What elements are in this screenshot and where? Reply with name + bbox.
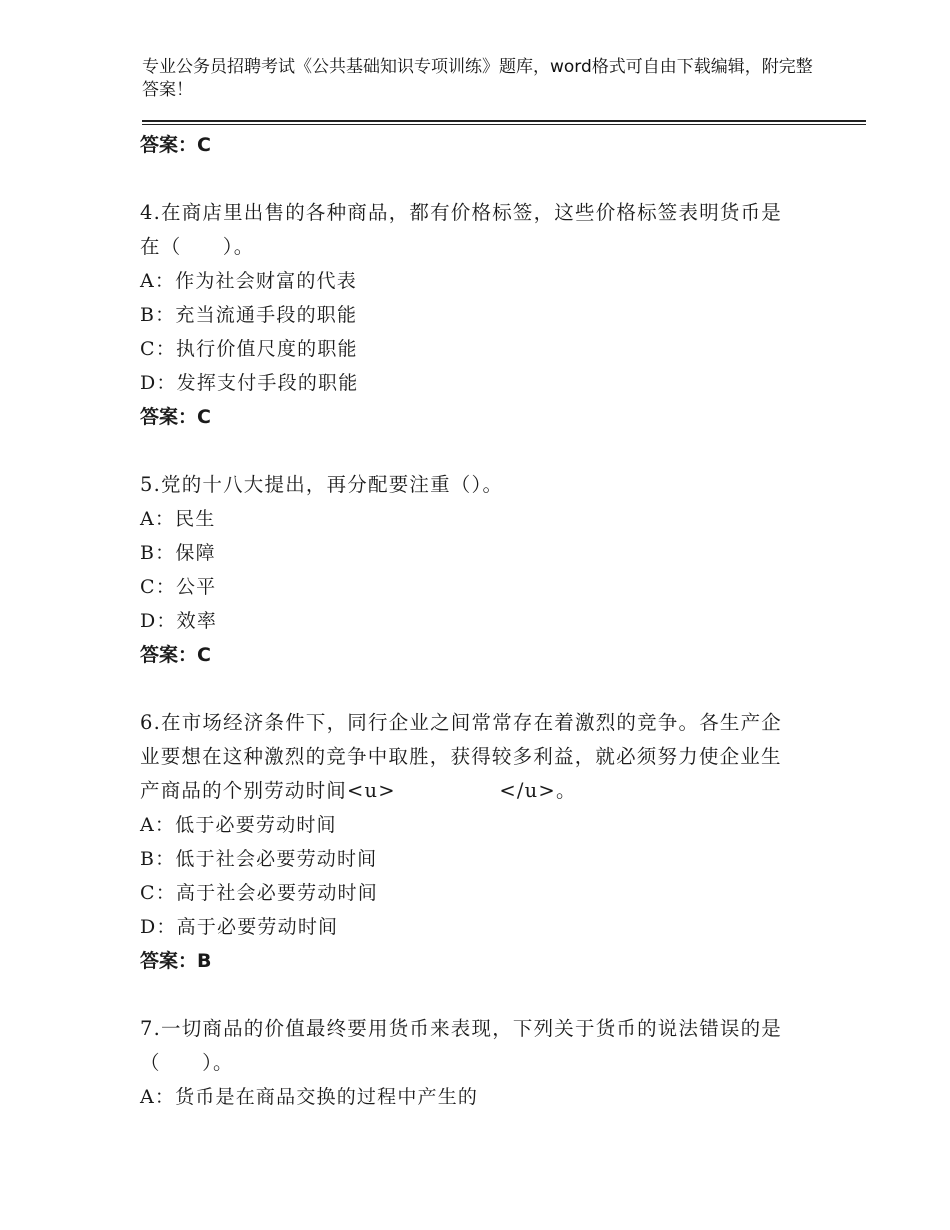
- spacer: [140, 672, 800, 706]
- spacer: [140, 162, 800, 196]
- answer: 答案：C: [140, 406, 211, 428]
- question-stem: 5.党的十八大提出，再分配要注重（）。: [140, 473, 504, 496]
- spacer: [140, 434, 800, 468]
- option-c: C：公平: [140, 576, 217, 598]
- answer: 答案：B: [140, 950, 212, 972]
- question-7: [140, 1012, 800, 1114]
- option-d: D：高于必要劳动时间: [140, 916, 339, 938]
- question-stem: 6.在市场经济条件下，同行企业之间常常存在着激烈的竞争。各生产企业要想在这种激烈的竞争中取胜，获得较多利益，就必须努力使企业生产商品的个别劳动时间<u> </u>。: [140, 711, 783, 802]
- header-rule-thick: [142, 120, 866, 122]
- option-b: B：充当流通手段的职能: [140, 304, 358, 326]
- option-a: A：低于必要劳动时间: [140, 814, 337, 836]
- spacer: [140, 978, 800, 1012]
- question-6: [140, 706, 800, 978]
- question-stem: 7.一切商品的价值最终要用货币来表现，下列关于货币的说法错误的是（ ）。: [140, 1017, 783, 1074]
- question-4: [140, 196, 800, 434]
- option-c: C：高于社会必要劳动时间: [140, 882, 378, 904]
- option-b: B：低于社会必要劳动时间: [140, 848, 378, 870]
- option-d: D：效率: [140, 610, 218, 632]
- document-header: 专业公务员招聘考试《公共基础知识专项训练》题库，word格式可自由下载编辑，附完整答案！: [142, 57, 813, 100]
- option-a: A：货币是在商品交换的过程中产生的: [140, 1086, 479, 1108]
- previous-answer: 答案：C: [140, 134, 211, 156]
- question-list: [140, 128, 800, 1114]
- option-a: A：作为社会财富的代表: [140, 270, 357, 292]
- option-a: A：民生: [140, 508, 216, 530]
- question-stem: 4.在商店里出售的各种商品，都有价格标签，这些价格标签表明货币是在（ ）。: [140, 201, 783, 258]
- option-d: D：发挥支付手段的职能: [140, 372, 359, 394]
- option-b: B：保障: [140, 542, 216, 564]
- answer: 答案：C: [140, 644, 211, 666]
- header-rule-thin: [142, 124, 866, 125]
- question-5: [140, 468, 800, 672]
- option-c: C：执行价值尺度的职能: [140, 338, 358, 360]
